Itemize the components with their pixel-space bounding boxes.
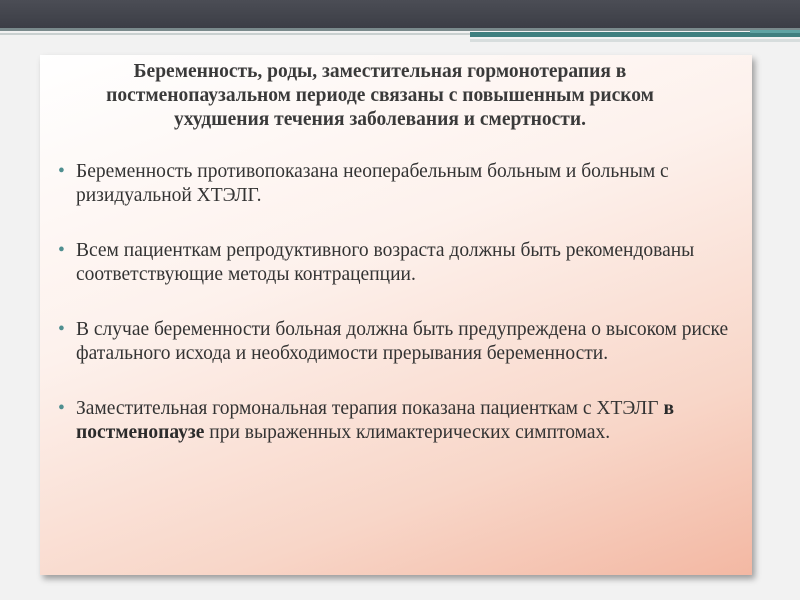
decor-stripe [0,28,800,31]
bullet-text: Заместительная гормональная терапия показана пациенткам с ХТЭЛГ [76,398,664,419]
bullet-list [58,160,748,476]
bullet-text-bold: в постменопаузе [76,398,674,443]
bullet-item [58,318,748,366]
bullet-text: Беременность противопоказана неоперабельным больным и больным с ризидуальной ХТЭЛГ. [76,161,669,206]
bullet-item [58,397,748,445]
bullet-icon: • [58,398,65,419]
bullet-icon: • [58,161,65,182]
slide-heading: Беременность, роды, заместительная гормонотерапия в постменопаузальном периоде связаны с повышенным риском ухудшения течения заболевания и смертности. [106,61,654,130]
decor-stripe [750,30,800,33]
top-bar [0,0,800,28]
bullet-text: В случае беременности больная должна быть предупреждена о высоком риске фатального исхода и необходимости прерывания беременности. [76,319,729,364]
bullet-icon: • [58,319,65,340]
bullet-item [58,160,748,208]
decor-stripe [0,33,470,35]
bullet-item [58,239,748,287]
bullet-text: при выраженных климактерических симптомах. [204,422,611,443]
bullet-icon: • [58,240,65,261]
decor-stripe [470,39,800,42]
bullet-text: Всем пациенткам репродуктивного возраста должны быть рекомендованы соответствующие методы контрацепции. [76,240,695,285]
